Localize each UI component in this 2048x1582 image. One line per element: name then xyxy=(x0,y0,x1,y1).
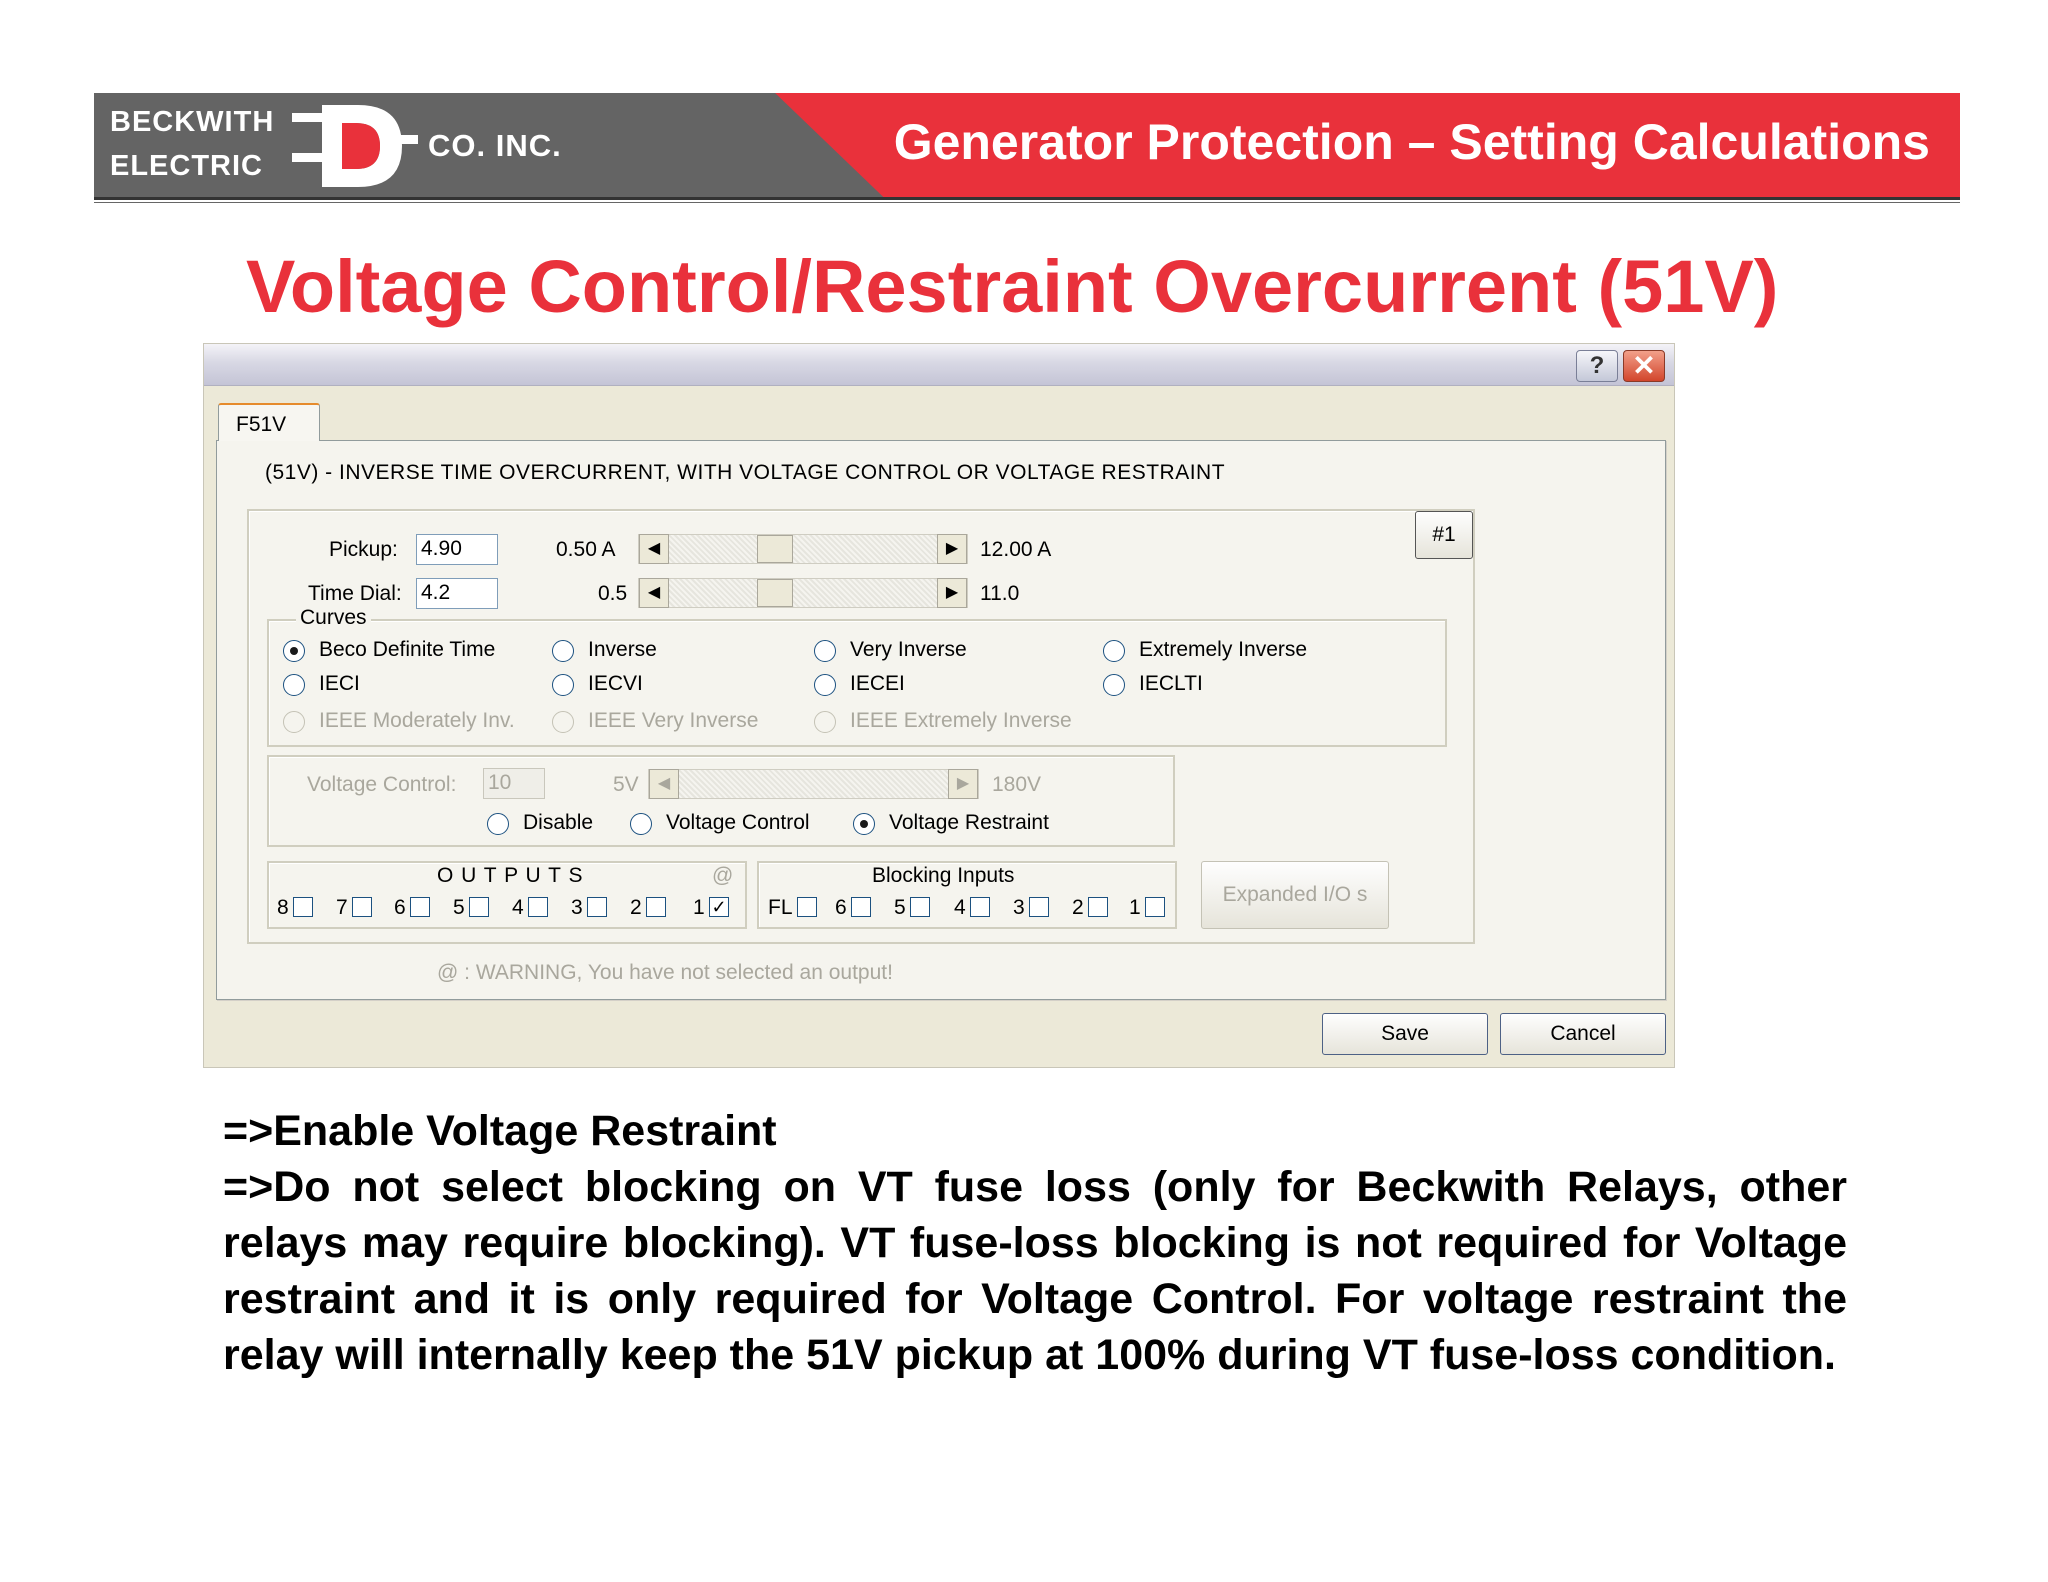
voltage-control-min-label: 5V xyxy=(613,773,639,796)
curve-very-inverse-label: Very Inverse xyxy=(850,638,967,661)
function-description: (51V) - INVERSE TIME OVERCURRENT, WITH VOLTAGE CONTROL OR VOLTAGE RESTRAINT xyxy=(265,461,1226,484)
curve-ieci-radio[interactable] xyxy=(283,674,305,696)
time-dial-slider[interactable] xyxy=(638,578,968,608)
header-rule xyxy=(94,197,1960,200)
voltage-control-slider[interactable] xyxy=(648,769,979,799)
outputs-title: O U T P U T S xyxy=(437,864,584,887)
dialog-titlebar[interactable] xyxy=(204,344,1674,386)
output-6-label: 6 xyxy=(394,896,406,919)
output-3-label: 3 xyxy=(571,896,583,919)
output-5-checkbox[interactable] xyxy=(469,897,489,917)
output-3-checkbox[interactable] xyxy=(587,897,607,917)
curve-ieee-moderately-inverse-radio[interactable] xyxy=(283,711,305,733)
curve-inverse-label: Inverse xyxy=(588,638,657,661)
output-4-label: 4 xyxy=(512,896,524,919)
voltage-control-max-label: 180V xyxy=(992,773,1042,796)
slider-right-arrow-icon[interactable]: ▶ xyxy=(937,534,967,564)
time-dial-max-label: 11.0 xyxy=(980,582,1020,605)
block-4-checkbox[interactable] xyxy=(970,897,990,917)
slider-right-arrow-icon[interactable]: ▶ xyxy=(937,578,967,608)
expanded-io-button[interactable]: Expanded I/O s xyxy=(1201,861,1389,929)
slider-left-arrow-icon[interactable]: ◀ xyxy=(639,534,669,564)
output-8-label: 8 xyxy=(277,896,289,919)
curve-ieci-label: IECI xyxy=(319,672,360,695)
pickup-input[interactable]: 4.90 xyxy=(416,534,498,565)
mode-disable-label: Disable xyxy=(523,811,594,834)
notes xyxy=(223,1103,1847,1383)
mode-disable-radio[interactable] xyxy=(487,813,509,835)
pickup-min-label: 0.50 A xyxy=(556,538,616,561)
output-6-checkbox[interactable] xyxy=(410,897,430,917)
curve-ieee-moderately-inverse-label: IEEE Moderately Inv. xyxy=(319,709,515,732)
curve-ieee-extremely-inverse-label: IEEE Extremely Inverse xyxy=(850,709,1072,732)
logo-text-co-inc: CO. INC. xyxy=(428,128,562,163)
logo-d-icon xyxy=(292,101,418,191)
curve-iecei-radio[interactable] xyxy=(814,674,836,696)
note-enable-voltage-restraint: =>Enable Voltage Restraint xyxy=(223,1107,777,1155)
curve-iecvi-label: IECVI xyxy=(588,672,643,695)
help-button[interactable]: ? xyxy=(1576,350,1618,382)
time-dial-label: Time Dial: xyxy=(308,582,402,605)
pickup-label: Pickup: xyxy=(329,538,398,561)
curve-very-inverse-radio[interactable] xyxy=(814,640,836,662)
cancel-button[interactable]: Cancel xyxy=(1500,1013,1666,1055)
logo-text-electric: ELECTRIC xyxy=(110,150,263,182)
block-1-checkbox[interactable] xyxy=(1145,897,1165,917)
curves-legend: Curves xyxy=(296,606,371,630)
curve-beco-definite-time-label: Beco Definite Time xyxy=(319,638,496,661)
voltage-control-label: Voltage Control: xyxy=(307,773,457,796)
curve-iecei-label: IECEI xyxy=(850,672,905,695)
slider-left-arrow-icon[interactable]: ◀ xyxy=(649,769,679,799)
header-rule-thin xyxy=(94,202,1960,203)
output-5-label: 5 xyxy=(453,896,465,919)
slider-thumb[interactable] xyxy=(757,579,793,607)
output-1-label: 1 xyxy=(693,896,705,919)
mode-voltage-restraint-radio[interactable] xyxy=(853,813,875,835)
close-button[interactable]: ✕ xyxy=(1623,350,1665,382)
save-button[interactable]: Save xyxy=(1322,1013,1488,1055)
curve-ieee-very-inverse-radio[interactable] xyxy=(552,711,574,733)
outputs-warning-marker: @ xyxy=(712,864,734,887)
settings-dialog xyxy=(203,343,1675,1068)
block-3-checkbox[interactable] xyxy=(1029,897,1049,917)
block-2-checkbox[interactable] xyxy=(1088,897,1108,917)
curve-extremely-inverse-label: Extremely Inverse xyxy=(1139,638,1308,661)
curve-ieclti-label: IECLTI xyxy=(1139,672,1203,695)
output-4-checkbox[interactable] xyxy=(528,897,548,917)
slider-left-arrow-icon[interactable]: ◀ xyxy=(639,578,669,608)
output-2-checkbox[interactable] xyxy=(646,897,666,917)
block-6-label: 6 xyxy=(835,896,847,919)
header-title: Generator Protection – Setting Calculations xyxy=(893,114,1930,170)
block-5-label: 5 xyxy=(894,896,906,919)
output-8-checkbox[interactable] xyxy=(293,897,313,917)
output-7-label: 7 xyxy=(336,896,348,919)
curve-extremely-inverse-radio[interactable] xyxy=(1103,640,1125,662)
block-fl-checkbox[interactable] xyxy=(797,897,817,917)
curve-iecvi-radio[interactable] xyxy=(552,674,574,696)
time-dial-input[interactable]: 4.2 xyxy=(416,578,498,609)
block-2-label: 2 xyxy=(1072,896,1084,919)
slide-title: Voltage Control/Restraint Overcurrent (51V) xyxy=(246,245,1779,328)
curve-ieclti-radio[interactable] xyxy=(1103,674,1125,696)
slider-thumb[interactable] xyxy=(757,535,793,563)
output-warning-text: @ : WARNING, You have not selected an output! xyxy=(437,961,893,984)
block-fl-label: FL xyxy=(768,896,793,919)
block-6-checkbox[interactable] xyxy=(851,897,871,917)
mode-voltage-restraint-label: Voltage Restraint xyxy=(889,811,1049,834)
block-3-label: 3 xyxy=(1013,896,1025,919)
curve-beco-definite-time-radio[interactable] xyxy=(283,640,305,662)
logo-text-beckwith: BECKWITH xyxy=(110,106,275,138)
pickup-max-label: 12.00 A xyxy=(980,538,1052,561)
time-dial-min-label: 0.5 xyxy=(598,582,628,605)
group-one-button[interactable]: #1 xyxy=(1415,511,1473,559)
curve-ieee-very-inverse-label: IEEE Very Inverse xyxy=(588,709,759,732)
voltage-control-input[interactable]: 10 xyxy=(483,768,545,799)
tab-page-f51v xyxy=(216,440,1666,1000)
pickup-slider[interactable] xyxy=(638,534,968,564)
block-5-checkbox[interactable] xyxy=(910,897,930,917)
blocking-inputs-title: Blocking Inputs xyxy=(872,864,1015,887)
tab-f51v[interactable] xyxy=(218,403,320,441)
output-7-checkbox[interactable] xyxy=(352,897,372,917)
curve-inverse-radio[interactable] xyxy=(552,640,574,662)
note-vt-fuse-loss-blocking: =>Do not select blocking on VT fuse loss (only for Beckwith Relays, other relays may require blocking). VT fuse-loss blocking is not required for Voltage restraint and it is only required for Voltage Control. For voltage restraint the relay will internally keep the 51V pickup at 100% during VT fuse-loss condition. xyxy=(223,1163,1847,1379)
mode-voltage-control-label: Voltage Control xyxy=(666,811,810,834)
output-2-label: 2 xyxy=(630,896,642,919)
curve-ieee-extremely-inverse-radio[interactable] xyxy=(814,711,836,733)
slider-right-arrow-icon[interactable]: ▶ xyxy=(948,769,978,799)
block-1-label: 1 xyxy=(1129,896,1141,919)
output-1-checkbox[interactable]: ✓ xyxy=(709,897,729,917)
mode-voltage-control-radio[interactable] xyxy=(630,813,652,835)
tab-f51v-label: F51V xyxy=(236,413,287,436)
block-4-label: 4 xyxy=(954,896,966,919)
